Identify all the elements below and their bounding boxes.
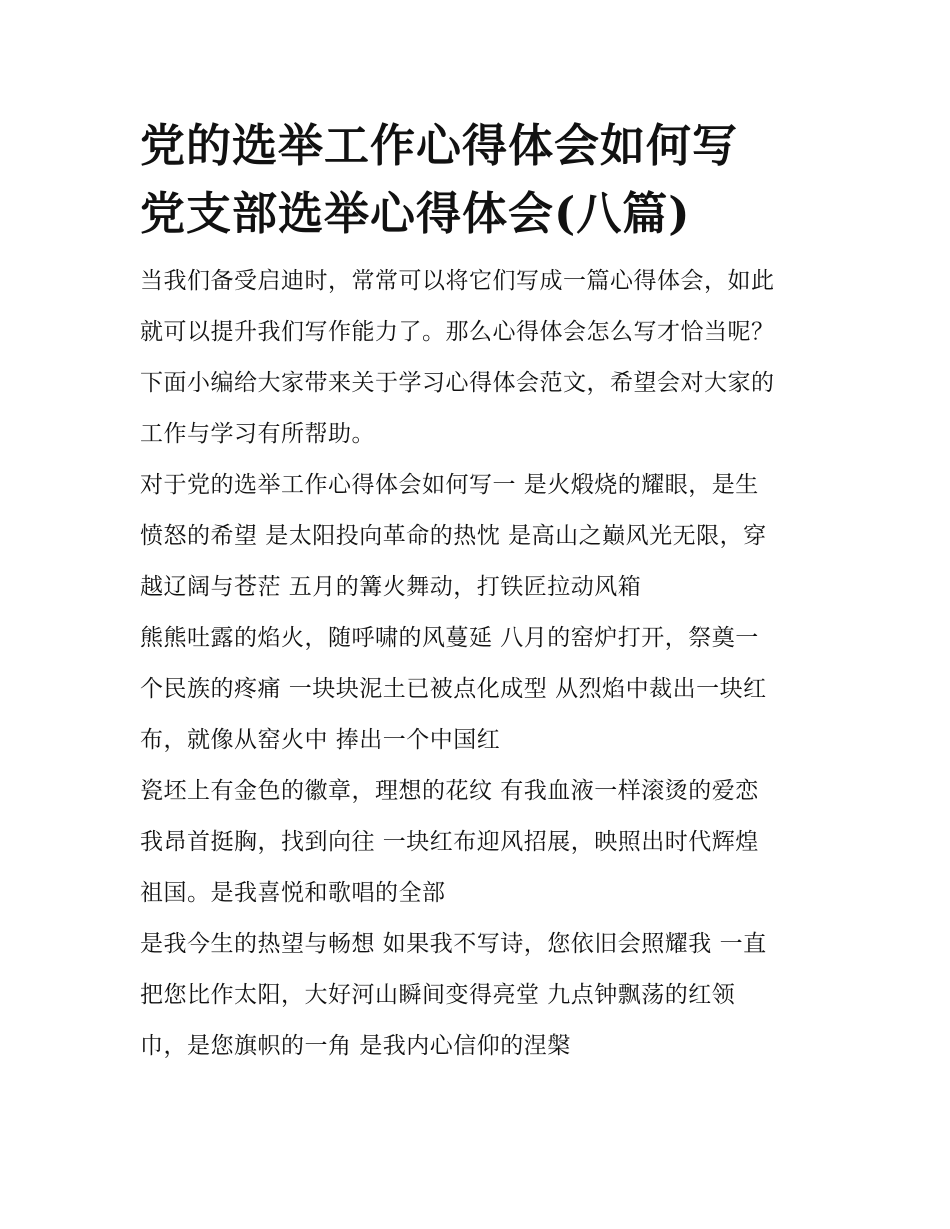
- body-line: 熊熊吐露的焰火，随呼啸的风蔓延 八月的窑炉打开，祭奠一: [140, 625, 759, 651]
- document-body: [140, 256, 820, 1072]
- body-line: 下面小编给大家带来关于学习心得体会范文，希望会对大家的: [140, 370, 775, 396]
- body-line: 布，就像从窑火中 捧出一个中国红: [140, 727, 501, 753]
- body-line: 对于党的选举工作心得体会如何写一 是火煅烧的耀眼，是生: [140, 472, 759, 498]
- body-line: 我昂首挺胸，找到向往 一块红布迎风招展，映照出时代辉煌: [140, 829, 759, 855]
- document-page: [140, 112, 820, 1072]
- body-line: 越辽阔与苍茫 五月的篝火舞动，打铁匠拉动风箱: [140, 574, 642, 600]
- document-title-line-1: 党的选举工作心得体会如何写: [140, 119, 739, 172]
- document-title-line-2: 党支部选举心得体会(八篇): [140, 187, 691, 240]
- body-line: 当我们备受启迪时，常常可以将它们写成一篇心得体会，如此: [140, 268, 775, 294]
- body-line: 祖国。是我喜悦和歌唱的全部: [140, 880, 446, 906]
- body-line: 个民族的疼痛 一块块泥土已被点化成型 从烈焰中裁出一块红: [140, 676, 767, 702]
- body-line: 瓷坯上有金色的徽章，理想的花纹 有我血液一样滚烫的爱恋: [140, 778, 759, 804]
- body-line: 就可以提升我们写作能力了。那么心得体会怎么写才恰当呢？: [140, 319, 775, 345]
- body-line: 愤怒的希望 是太阳投向革命的热忱 是高山之巅风光无限，穿: [140, 523, 767, 549]
- body-line: 是我今生的热望与畅想 如果我不写诗，您依旧会照耀我 一直: [140, 931, 767, 957]
- body-line: 把您比作太阳，大好河山瞬间变得亮堂 九点钟飘荡的红领: [140, 982, 736, 1008]
- body-line: 巾，是您旗帜的一角 是我内心信仰的涅槃: [140, 1033, 571, 1059]
- body-line: 工作与学习有所帮助。: [140, 421, 375, 447]
